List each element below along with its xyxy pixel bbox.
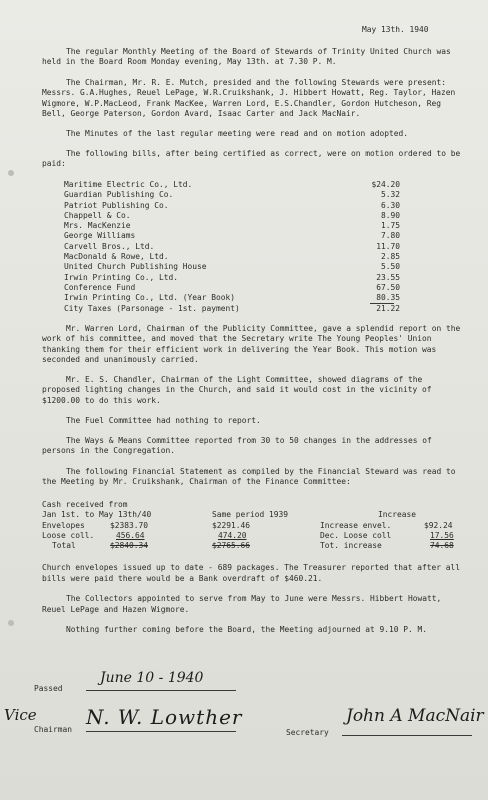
fin-inc-value-loose: 17.56 <box>430 531 454 540</box>
chairman-line <box>86 731 236 732</box>
bill-name: City Taxes (Parsonage - 1st. payment) <box>64 303 240 313</box>
bill-row <box>64 211 400 221</box>
bill-amount: 21.22 <box>376 303 400 313</box>
bill-row <box>64 180 400 190</box>
bill-name: Guardian Publishing Co. <box>64 190 174 200</box>
paragraph-adjourn: Nothing further coming before the Board, the Meeting adjourned at 9.10 P. M. <box>66 625 428 635</box>
fin-prior-envelopes: $2291.46 <box>212 521 251 530</box>
cash-header-1: Cash received from <box>42 500 128 509</box>
bill-row <box>64 283 400 293</box>
bill-name: MacDonald & Rowe, Ltd. <box>64 252 169 262</box>
bills-table <box>64 180 400 314</box>
bill-row <box>64 221 400 231</box>
secretary-signature: John A MacNair <box>346 706 484 726</box>
meeting-date: May 13th. 1940 <box>362 25 429 34</box>
bill-amount: 2.85 <box>380 252 400 262</box>
increase-header: Increase <box>378 510 417 519</box>
bill-name: Mrs. MacKenzie <box>64 221 131 231</box>
paragraph-collectors: The Collectors appointed to serve from May to June were Messrs. Hibbert Howatt, Reuel LePage and Hazen Wigmore. <box>42 594 442 614</box>
bill-row <box>64 190 400 200</box>
fin-inc-value-envelopes: $92.24 <box>424 521 453 530</box>
fin-label-total: Total <box>52 541 76 550</box>
paragraph-light: Mr. E. S. Chandler, Chairman of the Light Committee, showed diagrams of the proposed lighting changes in the Church, and said it would cost in the vicinity of $1200.00 to do this work. <box>42 375 432 405</box>
chairman-label: Chairman <box>34 725 73 734</box>
bill-amount: 23.55 <box>376 272 400 282</box>
bill-amount: 1.75 <box>380 221 400 231</box>
paragraph-financial-intro: The following Financial Statement as compiled by the Financial Steward was read to the Meeting by Mr. Cruikshank, Chairman of the Finance Committee: <box>42 467 456 487</box>
bill-row <box>64 262 400 272</box>
bill-name: Irwin Printing Co., Ltd. (Year Book) <box>64 293 236 303</box>
passed-date-handwritten: June 10 - 1940 <box>100 670 204 686</box>
bill-amount: 6.30 <box>380 200 400 210</box>
bill-row <box>64 242 400 252</box>
bill-row <box>64 252 400 262</box>
paragraph-ways-means: The Ways & Means Committee reported from 30 to 50 changes in the addresses of persons in the Congregation. <box>42 436 432 456</box>
bill-amount: 8.90 <box>380 210 400 220</box>
paragraph-publicity: Mr. Warren Lord, Chairman of the Publicity Committee, gave a splendid report on the work of his committee, and moved that the Secretary write The Young Peoples' Union thanking them for their efficient work in delivering the Year Book. This motion was seconded and unanimously carried. <box>42 324 461 364</box>
bill-row <box>64 273 400 283</box>
paragraph-envelopes: Church envelopes issued up to date - 689 packages. The Treasurer reported that after all bills were paid there would be a Bank overdraft of $460.21. <box>42 563 461 583</box>
secretary-label: Secretary <box>286 728 329 737</box>
fin-current-loose: 456.64 <box>116 531 145 540</box>
vice-handwritten: Vice <box>4 706 37 724</box>
fin-inc-label-envelopes: Increase envel. <box>320 521 392 530</box>
bill-row <box>64 304 400 314</box>
fin-inc-label-total: Tot. increase <box>320 541 382 550</box>
paragraph-fuel: The Fuel Committee had nothing to report. <box>66 416 261 425</box>
fin-current-envelopes: $2383.70 <box>110 521 149 530</box>
bill-name: Chappell & Co. <box>64 210 131 220</box>
fin-label-loose: Loose coll. <box>42 531 95 540</box>
bill-amount: 11.70 <box>376 241 400 251</box>
bill-name: Maritime Electric Co., Ltd. <box>64 180 193 189</box>
punch-hole <box>8 170 14 176</box>
fin-label-envelopes: Envelopes <box>42 521 85 530</box>
fin-prior-loose: 474.20 <box>218 531 247 540</box>
same-period-header: Same period 1939 <box>212 510 289 519</box>
bill-amount: 5.32 <box>380 190 400 200</box>
secretary-line <box>342 735 472 736</box>
fin-current-total: $2840.34 <box>110 541 149 550</box>
cash-header-2: Jan 1st. to May 13th/40 <box>42 510 152 519</box>
bill-row <box>64 201 400 211</box>
fin-prior-total: $2765.66 <box>212 541 251 550</box>
bill-amount: $24.20 <box>371 180 400 189</box>
paragraph-chairman: The Chairman, Mr. R. E. Mutch, presided and the following Stewards were present: Messrs. G.A.Hughes, Reuel LePage, W.R.Cruikshank, J. Hibbert Howatt, Reg. Taylor, Hazen Wigmore, W.P.MacLeod, Frank MacKee, Warren Lord, E.S.Chandler, Gordon Hutcheson, Reg Bell, George Paterson, Gordon Avard, Isaac Carter and Jack MacNair. <box>42 78 456 118</box>
passed-label: Passed <box>34 684 63 693</box>
bill-name: United Church Publishing House <box>64 262 207 272</box>
bill-name: Carvell Bros., Ltd. <box>64 241 155 251</box>
bill-row <box>64 293 400 303</box>
bill-name: Irwin Printing Co., Ltd. <box>64 272 179 282</box>
bill-amount: 67.50 <box>376 282 400 292</box>
fin-inc-value-total: 74.68 <box>430 541 454 550</box>
fin-inc-label-loose: Dec. Loose coll <box>320 531 392 540</box>
punch-hole <box>8 620 14 626</box>
bill-amount: 5.50 <box>380 262 400 272</box>
bill-row <box>64 231 400 241</box>
paragraph-bills-intro: The following bills, after being certified as correct, were on motion ordered to be paid: <box>42 149 461 169</box>
bill-amount: 80.35 <box>376 293 400 303</box>
chairman-signature: N. W. Lowther <box>86 705 243 729</box>
bill-amount: 7.80 <box>380 231 400 241</box>
bill-name: Conference Fund <box>64 282 136 292</box>
paragraph-minutes: The Minutes of the last regular meeting were read and on motion adopted. <box>66 129 409 138</box>
bill-name: George Williams <box>64 231 136 241</box>
bill-name: Patriot Publishing Co. <box>64 200 169 210</box>
bills-underline <box>370 303 394 304</box>
passed-line <box>86 690 236 691</box>
paragraph-intro: The regular Monthly Meeting of the Board of Stewards of Trinity United Church was held in the Board Room Monday evening, May 13th. at 7.30 P. M. <box>42 47 451 67</box>
